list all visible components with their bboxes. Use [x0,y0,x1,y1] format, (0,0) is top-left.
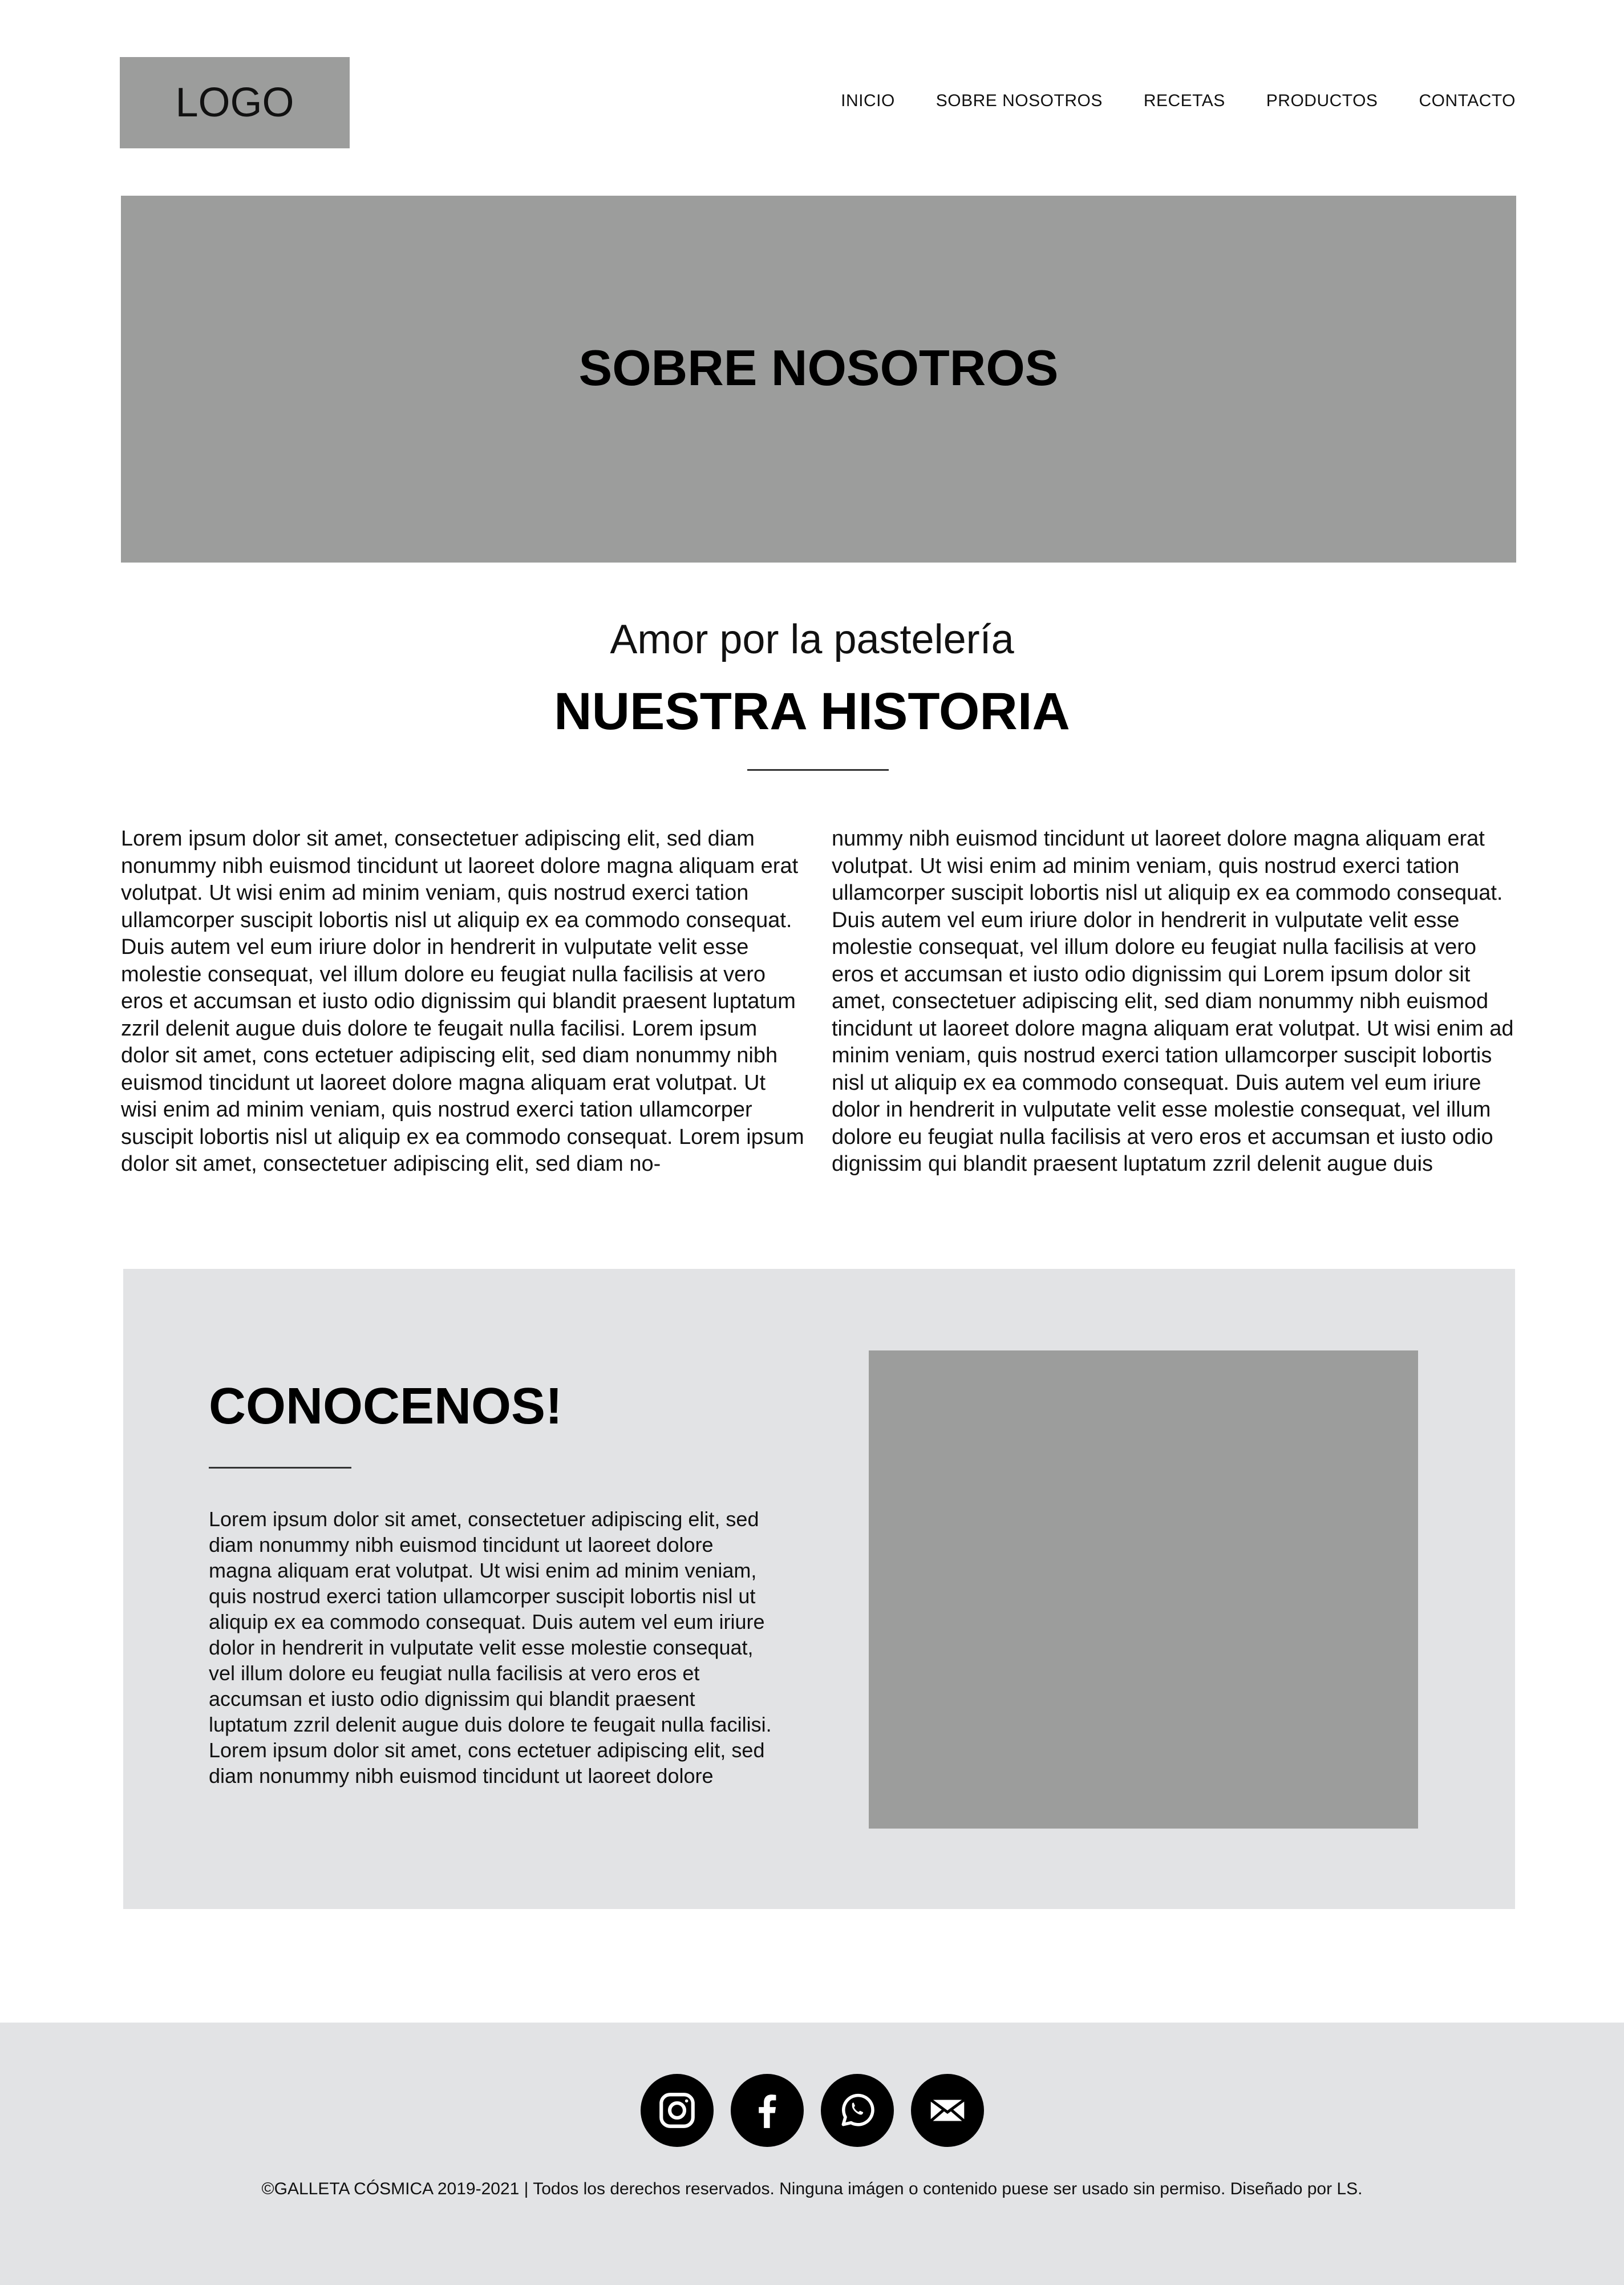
hero-title: SOBRE NOSOTROS [578,339,1059,396]
nav-item-sobre-nosotros[interactable]: SOBRE NOSOTROS [935,91,1103,110]
story-columns [121,826,1516,1178]
story-subtitle: Amor por la pastelería [610,617,1014,662]
mail-icon[interactable] [911,2074,984,2147]
social-links [0,2074,1624,2147]
story-column-right: nummy nibh euismod tincidunt ut laoreet dolore magna aliquam erat volutpat. Ut wisi enim ad minim veniam, quis nostrud exerci tation ullamcorper suscipit lobortis nisl ut aliquip ex ea commodo consequat. Duis autem vel eum iriure dolor in hendrerit in vulputate velit esse molestie consequat, vel illum dolore eu feugiat nulla facilisis at vero eros et accumsan et iusto odio dignissim qui Lorem ipsum dolor sit amet, consectetuer adipiscing elit, sed diam nonummy nibh euismod tincidunt ut laoreet dolore magna aliquam erat volutpat. Ut wisi enim ad minim veniam, quis nostrud exerci tation ullamcorper suscipit lobortis nisl ut aliquip ex ea commodo consequat. Duis autem vel eum iriure dolor in hendrerit in vulputate velit esse molestie consequat, vel illum dolore eu feugiat nulla facilisis at vero eros et accumsan et iusto odio dignissim qui blandit praesent luptatum zzril delenit augue duis [832,827,1514,1176]
conocenos-divider [209,1467,351,1469]
instagram-icon[interactable] [641,2074,714,2147]
conocenos-section [123,1269,1515,1909]
story-column-left: Lorem ipsum dolor sit amet, consectetuer adipiscing elit, sed diam nonummy nibh euismod tincidunt ut laoreet dolore magna aliquam erat volutpat. Ut wisi enim ad minim veniam, quis nostrud exerci tation ullamcorper suscipit lobortis nisl ut aliquip ex ea commodo consequat. Duis autem vel eum iriure dolor in hendrerit in vulputate velit esse molestie consequat, vel illum dolore eu feugiat nulla facilisis at vero eros et accumsan et iusto odio dignissim qui blandit praesent luptatum zzril delenit augue duis dolore te feugait nulla facilisi. Lorem ipsum dolor sit amet, cons ectetuer adipiscing elit, sed diam nonummy nibh euismod tincidunt ut laoreet dolore magna aliquam erat volutpat. Ut wisi enim ad minim veniam, quis nostrud exerci tation ullamcorper suscipit lobortis nisl ut aliquip ex ea commodo consequat. Lorem ipsum dolor sit amet, consectetuer adipiscing elit, sed diam no- [121,827,804,1176]
nav-item-contacto[interactable]: CONTACTO [1419,91,1516,110]
conocenos-image-placeholder [869,1350,1418,1829]
story-divider [747,769,889,771]
footer [0,2023,1624,2285]
main-nav [800,91,1516,111]
nav-item-recetas[interactable]: RECETAS [1143,91,1225,110]
nav-item-productos[interactable]: PRODUCTOS [1266,91,1378,110]
whatsapp-icon[interactable] [821,2074,894,2147]
nav-item-inicio[interactable]: INICIO [841,91,895,110]
conocenos-title: CONOCENOS! [209,1378,563,1435]
story-title: NUESTRA HISTORIA [554,682,1070,741]
facebook-icon[interactable] [731,2074,804,2147]
hero-banner [121,196,1516,563]
conocenos-text: Lorem ipsum dolor sit amet, consectetuer adipiscing elit, sed diam nonummy nibh euismod tincidunt ut laoreet dolore magna aliquam erat volutpat. Ut wisi enim ad minim veniam, quis nostrud exerci tation ullamcorper suscipit lobortis nisl ut aliquip ex ea commodo consequat. Duis autem vel eum iriure dolor in hendrerit in vulputate velit esse molestie consequat, vel illum dolore eu feugiat nulla facilisis at vero eros et accumsan et iusto odio dignissim qui blandit praesent luptatum zzril delenit augue duis dolore te feugait nulla facilisi. Lorem ipsum dolor sit amet, cons ectetuer adipiscing elit, sed diam nonummy nibh euismod tincidunt ut laoreet dolore [209,1507,772,1787]
logo[interactable]: LOGO [120,57,350,148]
copyright: ©GALLETA CÓSMICA 2019-2021 | Todos los derechos reservados. Ninguna imágen o contenido puese ser usado sin permiso. Diseñado por LS. [261,2179,1363,2198]
